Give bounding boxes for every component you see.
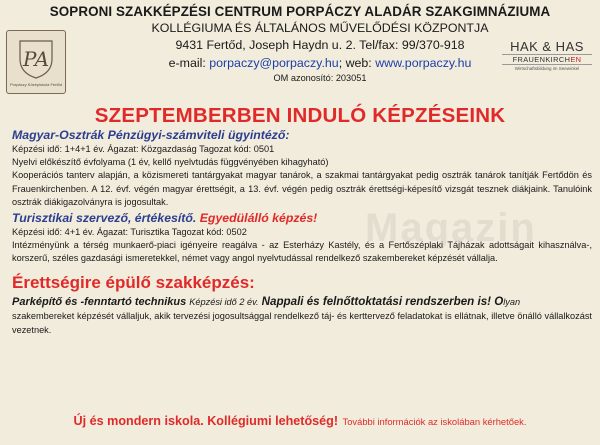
footer-slogan: Új és mondern iskola. Kollégiumi lehetőség! <box>73 414 339 428</box>
partner-logo-tagline: Wirtschaftsbildung im Seewinkel <box>514 66 580 71</box>
course-title: Turisztikai szervező, értékesítő. Egyedülálló képzés! <box>12 210 318 225</box>
section-heading: Érettségire épülő szakképzés: <box>12 272 255 292</box>
course-details: Képzési idő: 4+1 év. Ágazat: Turisztika Tagozat kód: 0502 <box>12 226 247 237</box>
course-description: Intézményünk a térség munkaerő-piaci igényeire reagálva - az Esterházy Kastély, és a Fertőszéplaki Tájházak adottságait kihasználva-, korszerű, széles gazdasági ismeretekkel, német vagy angol nyelvtudással rendelkező szakembereket képzését vállalja. <box>12 239 592 264</box>
main-title: SZEPTEMBERBEN INDULÓ KÉPZÉSEINK <box>94 104 506 127</box>
email-label: e-mail: <box>168 56 206 70</box>
partner-logo <box>502 40 592 80</box>
school-address: 9431 Fertőd, Joseph Haydn u. 2. Tel/fax: 99/370-918 <box>175 38 465 52</box>
web-label: ; web: <box>338 56 372 70</box>
footer <box>0 412 600 430</box>
course-prep-year: Nyelvi előkészítő évfolyama (1 év, kellő nyelvtudás függvényében kihagyható) <box>12 157 329 167</box>
course-summary: Parképítő és -fenntartó technikus Képzési idő 2 év. Nappali és felnőttoktatási rendszerben is! Olyan <box>12 294 521 308</box>
email-link[interactable]: porpaczy@porpaczy.hu <box>209 56 339 70</box>
web-link[interactable]: www.porpaczy.hu <box>375 56 472 70</box>
course-finance <box>12 128 592 210</box>
partner-logo-title: HAK & HAS <box>510 39 584 54</box>
letterhead <box>0 0 600 96</box>
course-details: Képzési idő: 1+4+1 év. Ágazat: Közgazdaság Tagozat kód: 0501 <box>12 144 275 154</box>
course-tourism <box>12 211 592 266</box>
partner-logo-city: FRAUENKIRCHEN <box>502 54 592 65</box>
course-title: Magyar-Osztrák Pénzügyi-számviteli ügyintéző: <box>12 128 290 142</box>
course-title: Parképítő és -fenntartó technikus <box>12 295 187 308</box>
logo-caption: Porpáczy Középiskola Fertőd <box>9 82 63 87</box>
school-name: SOPRONI SZAKKÉPZÉSI CENTRUM PORPÁCZY ALADÁR SZAKGIMNÁZIUMA <box>49 4 551 19</box>
footer-info: További információk az iskolában kérhetőek. <box>342 416 527 427</box>
om-id: OM azonosító: 203051 <box>273 73 367 83</box>
course-description: szakembereket képzését vállaljuk, akik tervezési jogosultsággal rendelkező táj- és kerttervező feladatokat is ellátnak, illetve önálló vállalkozást vezetnek. <box>12 310 592 335</box>
course-list <box>12 128 592 337</box>
unique-badge: Egyedülálló képzés! <box>199 210 318 225</box>
school-subtitle: KOLLÉGIUMA ÉS ÁLTALÁNOS MŰVELŐDÉSI KÖZPONTJA <box>151 21 489 35</box>
course-landscape <box>12 272 592 337</box>
course-description: Kooperációs tanterv alapján, a közismereti tantárgyakat magyar tanárok, a szakmai tantárgyakat pedig osztrák tanárok tanítják Fertődön és Frauenkirchenben. A 12. évf. végén magyar érettségit, a 13. évf. végén pedig osztrák érettségi-képesítő vizsgát tesznek diákjaink. Tanulóink osztrák diákigazolványra is jogosultak. <box>12 170 592 208</box>
watermark: Magazin <box>365 206 537 250</box>
svg-text:PA: PA <box>22 47 50 71</box>
course-mode: Nappali és felnőttoktatási rendszerben is! O <box>261 294 504 308</box>
course-duration: Képzési idő 2 év. <box>189 296 259 307</box>
